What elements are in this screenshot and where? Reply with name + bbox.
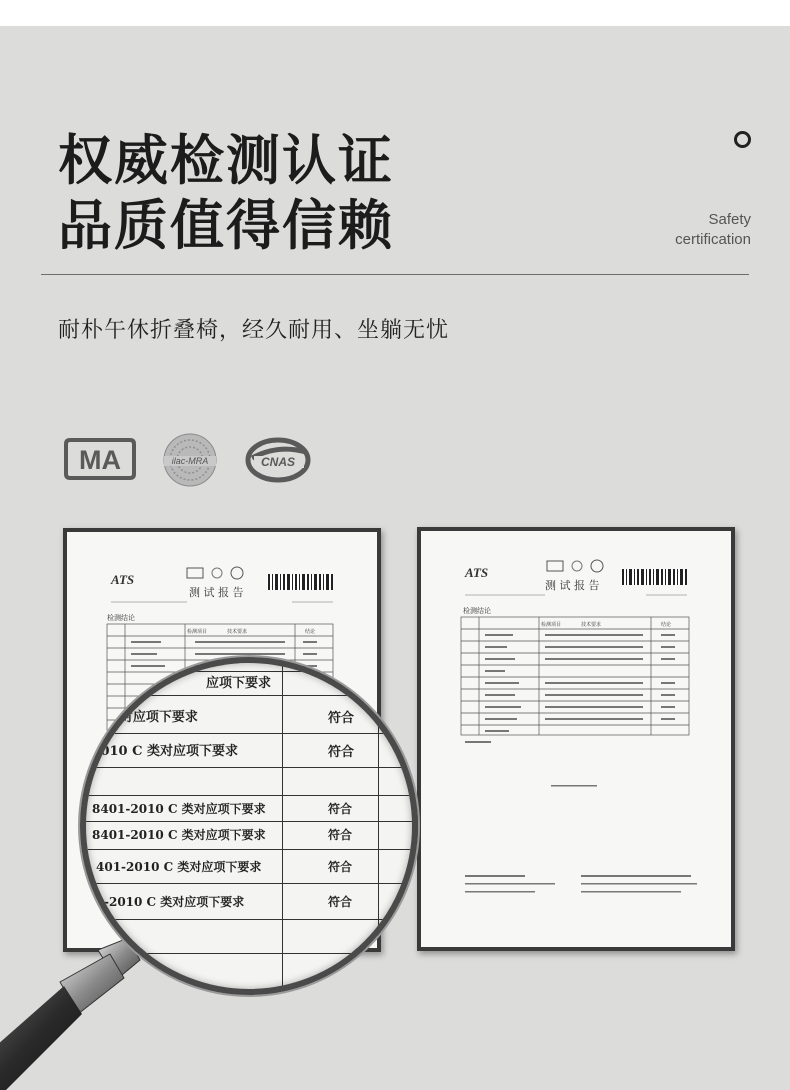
magnifier-ring — [80, 657, 418, 995]
report-title-right: 测 试 报 告 — [545, 579, 600, 592]
report-brand-right: ATS — [465, 565, 489, 580]
col-req-label-left: 技术要求 — [227, 629, 248, 635]
magnified-req-1: C 类对应项下要求 — [92, 710, 198, 725]
col-result-label-right: 结论 — [661, 622, 672, 628]
magnified-result-6: 符合 — [328, 895, 353, 909]
cnas-logo-icon — [244, 436, 312, 484]
headline-line-2: 品质值得信赖 — [58, 194, 394, 257]
divider — [41, 274, 749, 275]
col-item-label-right: 检测项目 — [541, 622, 562, 628]
magnifier-handle-icon — [0, 920, 150, 1090]
magnified-result-4: 符合 — [328, 828, 353, 842]
col-item-label-left: 检测项目 — [187, 629, 208, 635]
col-result-label-left: 结论 — [305, 629, 316, 635]
magnified-req-2: -2010 C 类对应项下要求 — [86, 744, 238, 759]
english-caption-line-2: certification — [675, 231, 751, 248]
magnified-result-2: 符合 — [328, 745, 355, 760]
ma-logo-text: MA — [79, 445, 121, 475]
magnified-req-4: 8401-2010 C 类对应项下要求 — [92, 828, 266, 842]
magnified-result-5: 符合 — [328, 860, 353, 874]
magnified-req-5: 401-2010 C 类对应项下要求 — [96, 860, 262, 874]
ilac-mra-logo-icon — [162, 432, 218, 488]
ilac-logo-text: ilac-MRA — [171, 456, 209, 466]
cnas-logo-text: CNAS — [260, 455, 296, 469]
barcode-icon-right — [621, 569, 687, 585]
magnified-top-fragment: 应项下要求 — [206, 676, 272, 691]
magnified-result-1: 符合 — [328, 711, 355, 726]
report-section: 检测结论 — [107, 614, 135, 622]
magnified-req-6: -2010 C 类对应项下要求 — [104, 895, 245, 909]
col-req-label-right: 技术要求 — [581, 622, 602, 628]
subtitle: 耐朴午休折叠椅，经久耐用、坐躺无忧 — [58, 318, 450, 343]
top-white-strip — [0, 0, 790, 26]
test-report-right — [417, 527, 735, 951]
magnified-result-3: 符合 — [328, 802, 353, 816]
report-title: 测 试 报 告 — [189, 586, 244, 599]
headline-line-1: 权威检测认证 — [58, 129, 394, 192]
english-caption-line-1: Safety — [708, 211, 751, 228]
report-brand: ATS — [111, 572, 135, 587]
magnified-req-3: 8401-2010 C 类对应项下要求 — [92, 802, 266, 816]
report-section-right: 检测结论 — [463, 607, 491, 615]
circle-decoration-icon — [734, 131, 751, 148]
report-right-scan — [421, 531, 731, 947]
barcode-icon — [267, 574, 333, 590]
ma-logo-icon — [62, 436, 138, 482]
